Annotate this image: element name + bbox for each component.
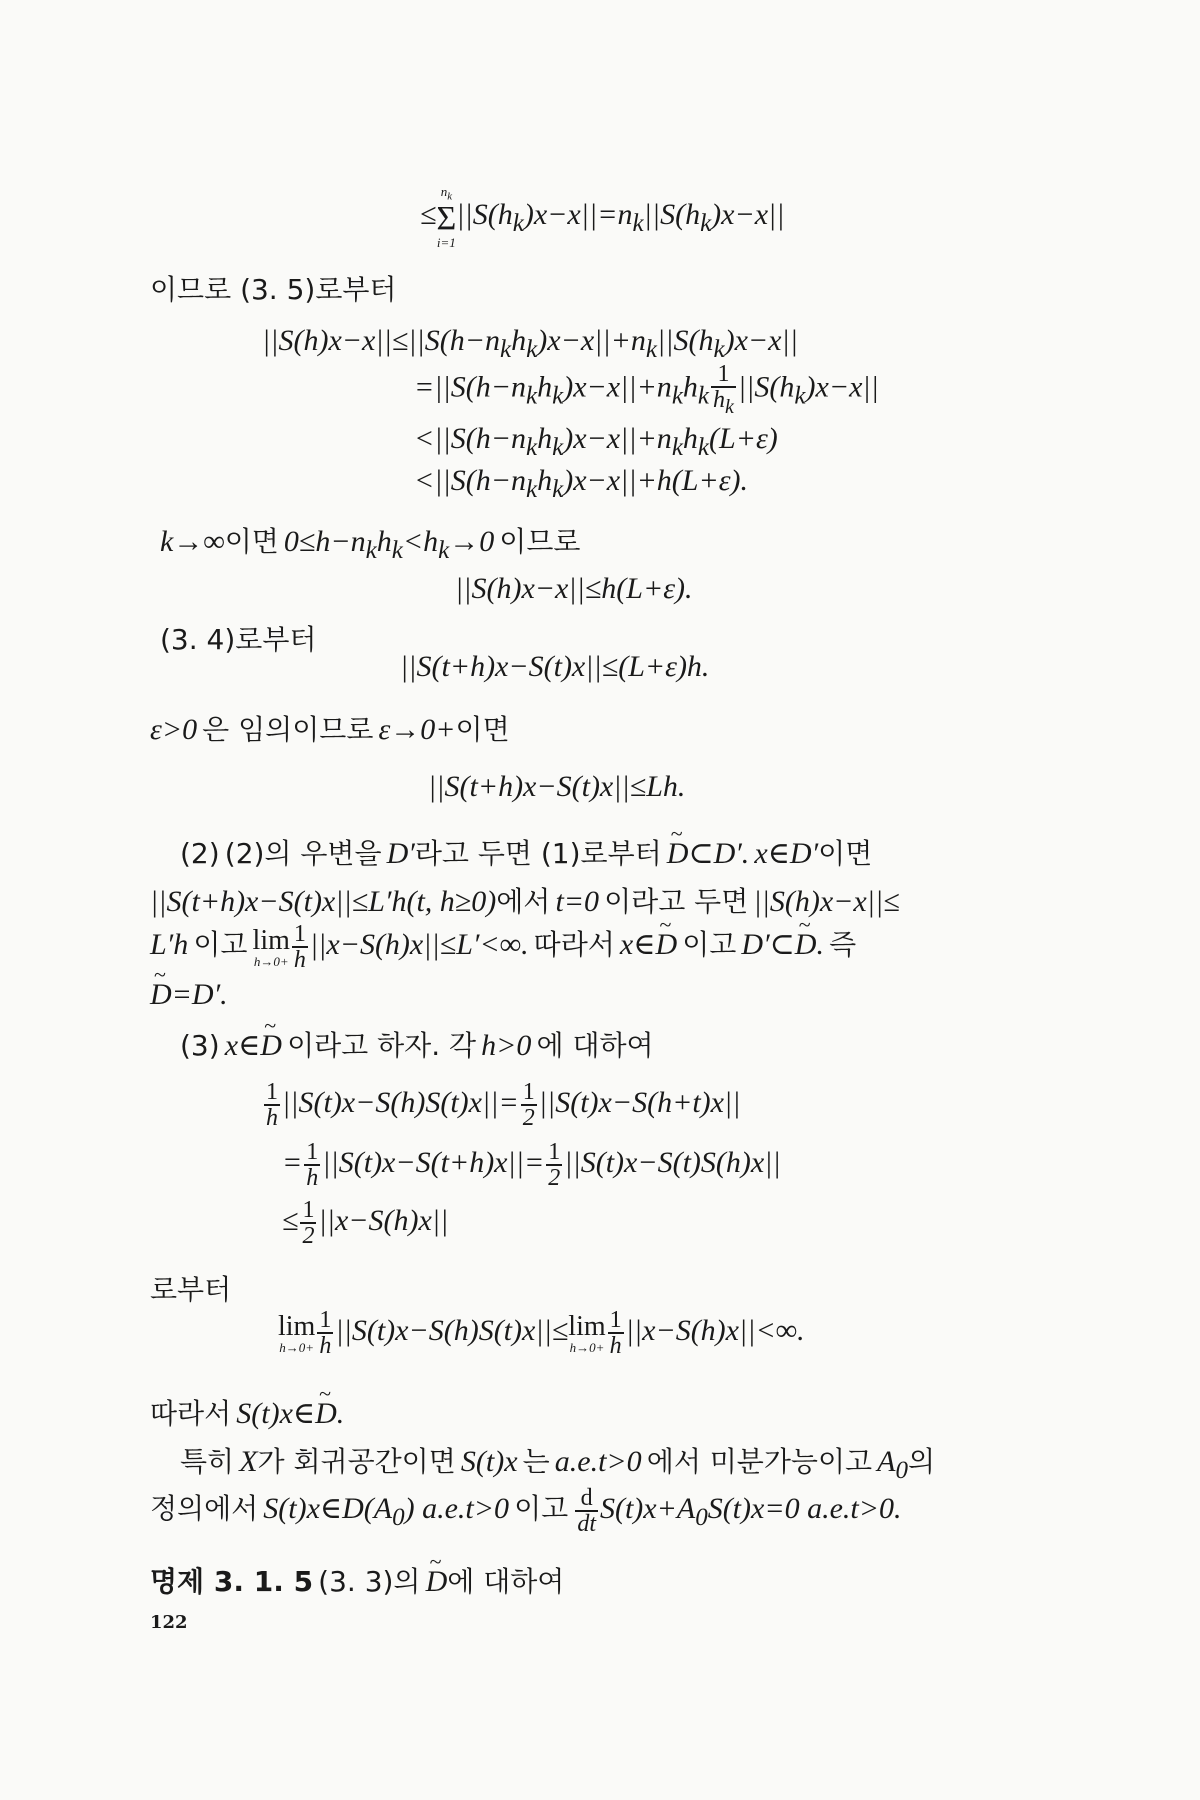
- equation-sum-bound: ≤ $n_k$ Σ i=1 $||S(h_k)x-x||=n_k||S(h_k)x-x||$: [420, 184, 785, 251]
- paragraph-part-2: (2) (2)의 우변을 D′라고 두면 (1)로부터 ~ D⊂D′. x∈D′이면: [180, 832, 872, 872]
- equation-chain-2: $=||S(h-n_kh_k)x-x||+n_kh_k$ $\frac{1}{h_k}$ $||S(h_k)x-x||$: [414, 361, 879, 418]
- paragraph-reflexive: 특히 X가 회귀공간이면 S(t)x 는 a.e.t>0 에서 미분가능이고 $A_0$의: [180, 1445, 936, 1484]
- paragraph-part-2-line3: L′h 이고 lim h→0+ $\frac{1}{h}$ ||x−S(h)x||≤L′<∞. 따라서 x∈~ D 이고 D′⊂~ D. 즉: [150, 922, 856, 972]
- paragraph-part-3: (3) x∈~ D 이라고 하자. 각 h>0 에 대하여: [180, 1024, 654, 1064]
- paragraph-part-2-line2: ||S(t+h)x−S(t)x||≤L′h(t, h≥0)에서 t=0 이라고 두면 ||S(h)x−x||≤: [150, 885, 900, 918]
- text-line: 이므로 (3. 5)로부터: [150, 273, 397, 306]
- equation-chain: $||S(h)x-x||\le||S(h-n_kh_k)x-x||+n_k||S(h_k)x-x||$: [262, 324, 798, 363]
- text-line: k→∞이면 $0\le h-n_kh_k<h_k\to 0$ 이므로: [160, 525, 581, 564]
- equation-lipschitz: ||S(t+h)x−S(t)x||≤Lh.: [428, 770, 686, 803]
- equation-chain-3: $<||S(h-n_kh_k)x-x||+n_kh_k(L+\varepsilon)$: [414, 422, 778, 461]
- proposition-heading: 명제 3. 1. 5 (3. 3)의 ~ D에 대하여: [150, 1560, 564, 1600]
- page-number: 122: [150, 1612, 188, 1633]
- text-line: ε>0 은 임의이므로 ε→0+이면: [150, 713, 510, 746]
- text-line: (3. 4)로부터: [160, 623, 317, 656]
- equation-part3-3: ≤ $\frac{1}{2}$ ||x−S(h)x||: [282, 1197, 449, 1249]
- equation-part3-2: = $\frac{1}{h}$ ||S(t)x−S(t+h)x||= $\frac{1}{2}$ ||S(t)x−S(t)S(h)x||: [282, 1139, 781, 1191]
- equation-part3-1: $\frac{1}{h}$ ||S(t)x−S(h)S(t)x||= $\frac{1}{2}$ ||S(t)x−S(h+t)x||: [266, 1079, 741, 1131]
- equation-lipschitz-eps: ||S(t+h)x−S(t)x||≤(L+ε)h.: [400, 650, 710, 683]
- text-line: 로부터: [150, 1273, 232, 1306]
- equation-chain-4: $<||S(h-n_kh_k)x-x||+h(L+\varepsilon)$.: [414, 464, 749, 503]
- equation-D-equal: ~ D=D′.: [150, 978, 228, 1012]
- equation-limit: lim h→0+ $\frac{1}{h}$ ||S(t)x−S(h)S(t)x||≤ lim h→0+ $\frac{1}{h}$ ||x−S(h)x||<∞.: [278, 1307, 805, 1359]
- equation-bound-h: ||S(h)x−x||≤h(L+ε).: [455, 572, 693, 605]
- text-line: 따라서 S(t)x∈~ D.: [150, 1392, 344, 1432]
- paragraph-reflexive-line2: 정의에서 $S(t)x\in D(A_0)$ a.e.t>0 이고 $\frac{d}{dt}$ $S(t)x+A_0S(t)x=0$ a.e.t>0.: [150, 1485, 902, 1537]
